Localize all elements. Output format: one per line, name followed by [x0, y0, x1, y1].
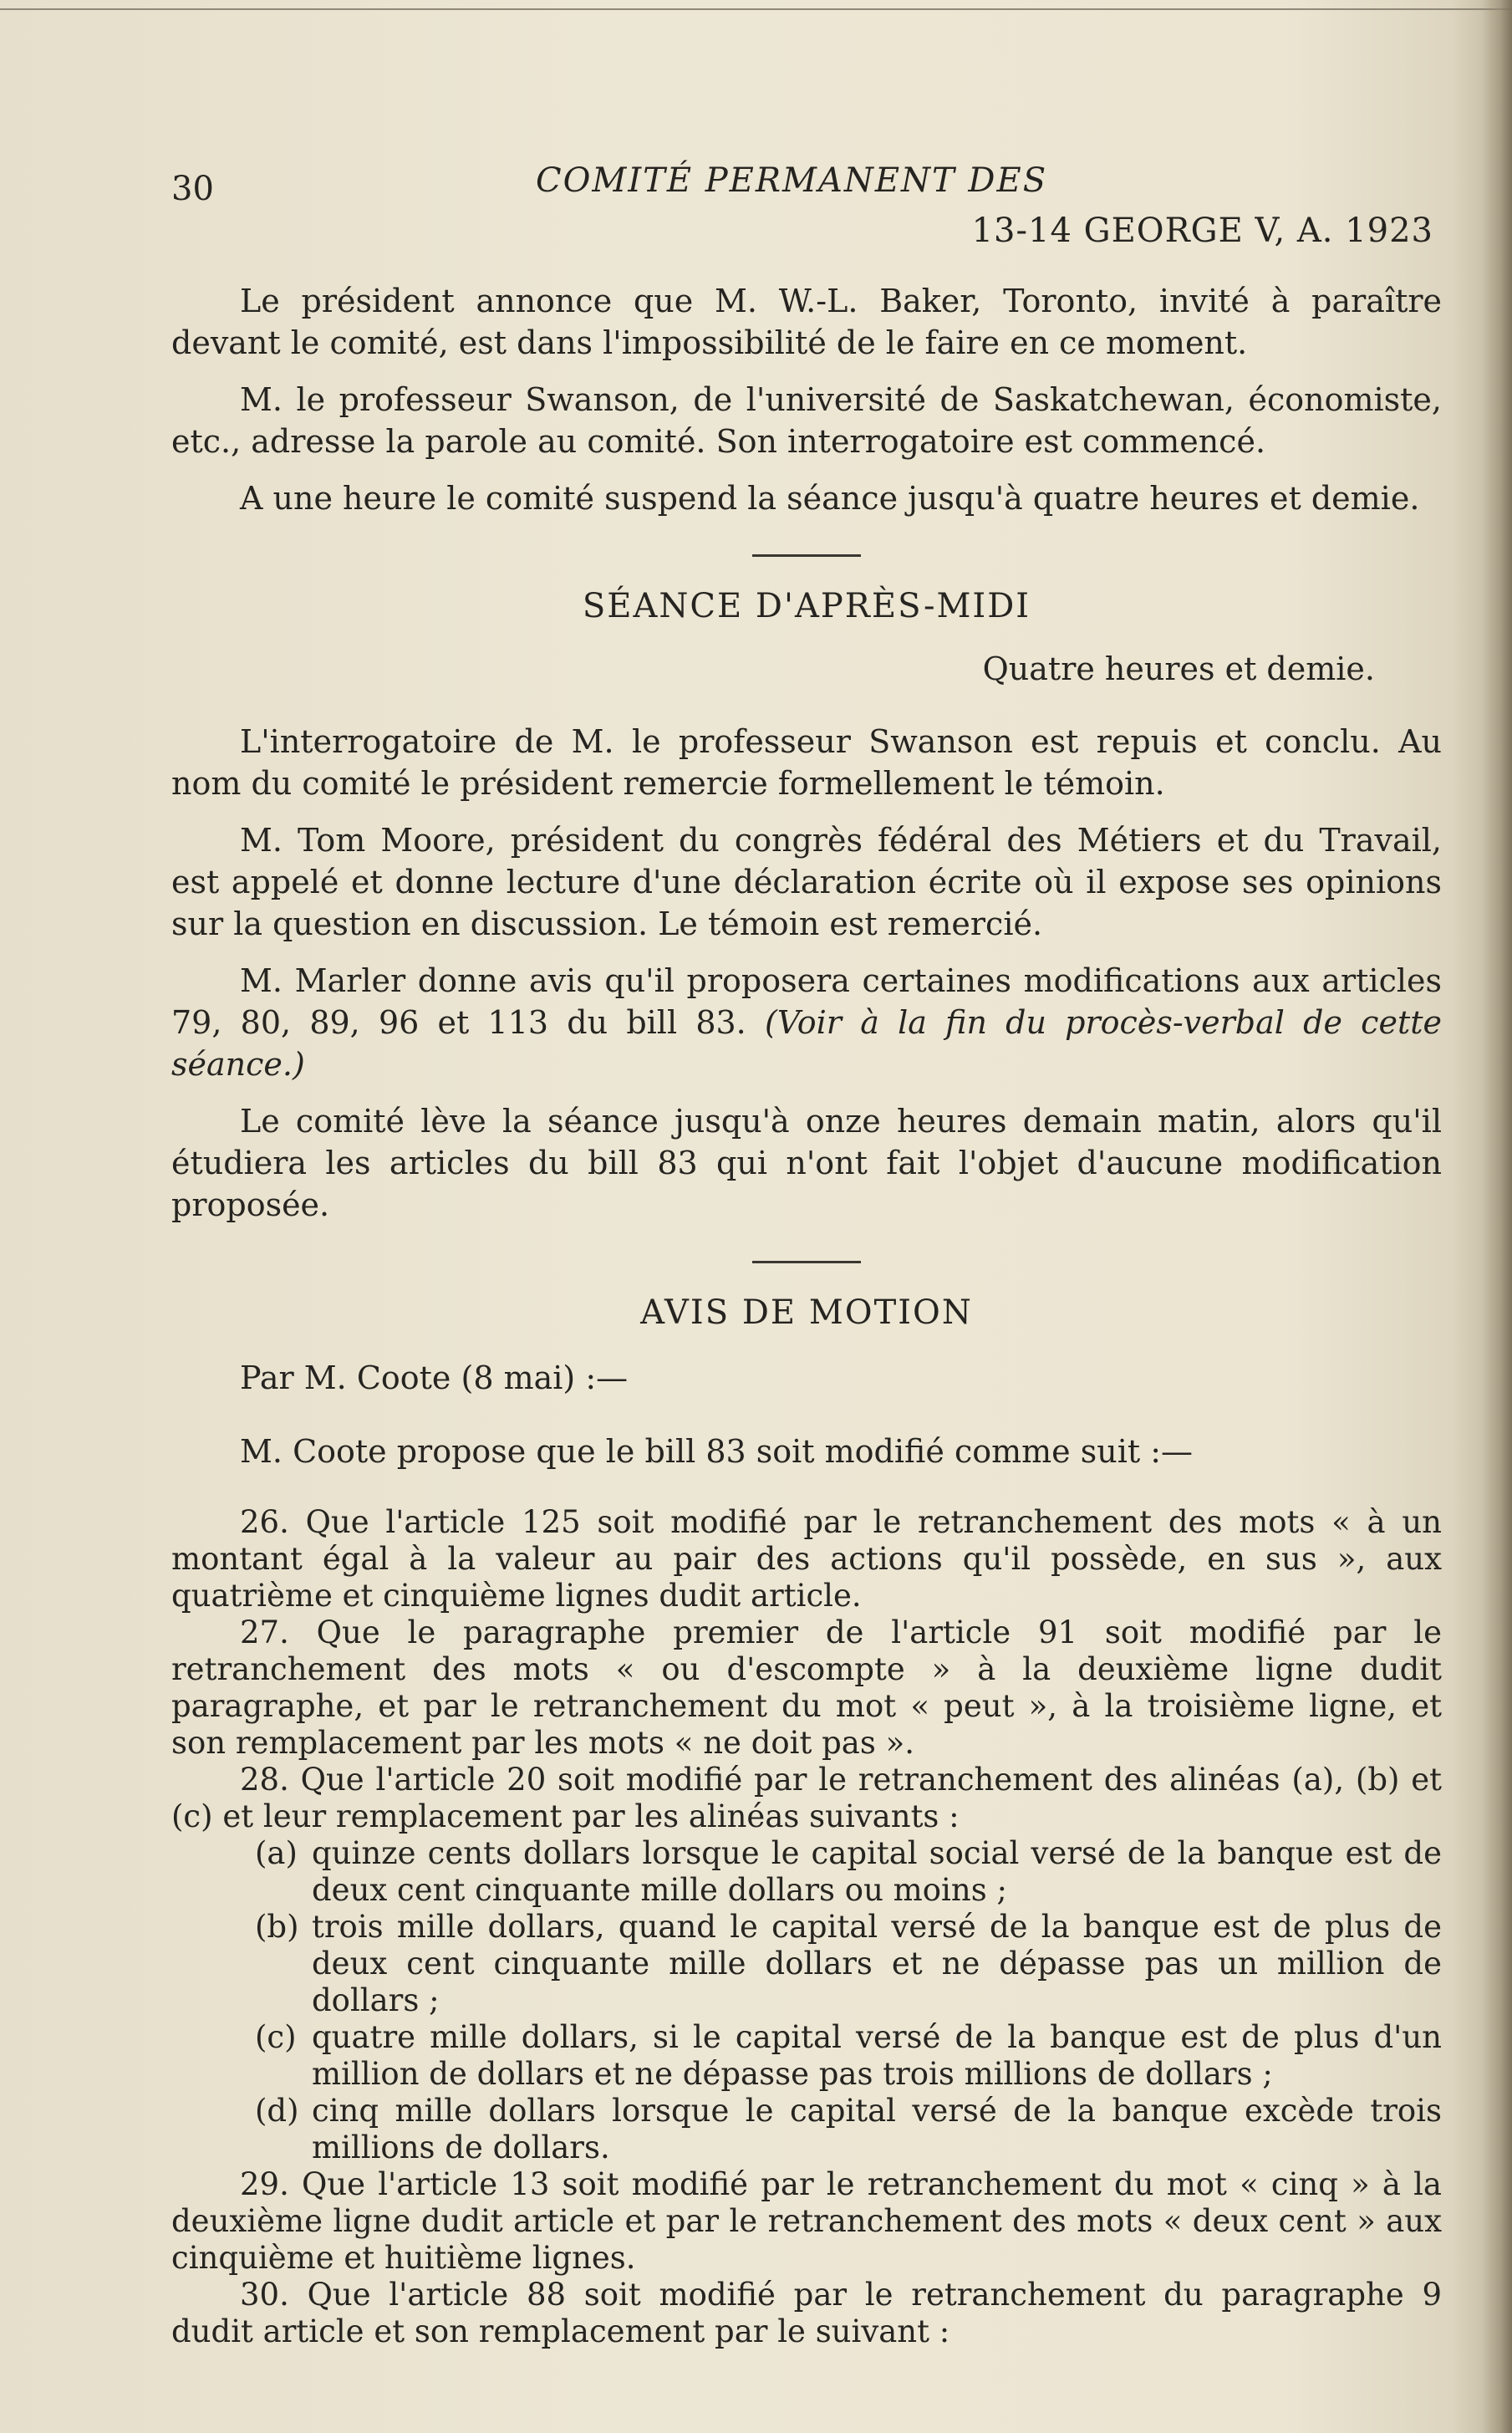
sub-item-text: cinq mille dollars lorsque le capital versé de la banque excède trois millions de dollars.: [312, 2093, 1442, 2165]
swanson-paragraph: M. le professeur Swanson, de l'université de Saskatchewan, économiste, etc., adresse la parole au comité. Son interrogatoire est commencé.: [171, 381, 1442, 460]
page-header: [171, 155, 1442, 280]
page-number: 30: [171, 170, 214, 208]
sub-item-mark: (c): [255, 2019, 297, 2055]
sub-item-d: [171, 2093, 1442, 2166]
swanson-concluded-paragraph: L'interrogatoire de M. le professeur Swanson est repuis et conclu. Au nom du comité le président remercie formellement le témoin.: [171, 723, 1442, 802]
baker-paragraph: Le président annonce que M. W.-L. Baker, Toronto, invité à paraître devant le comité, est dans l'impossibilité de le faire en ce moment.: [171, 283, 1442, 361]
notice-intro: M. Coote propose que le bill 83 soit modifié comme suit :—: [240, 1433, 1194, 1470]
session-reference: 13-14 GEORGE V, A. 1923: [971, 212, 1433, 250]
notice-heading: AVIS DE MOTION: [640, 1293, 973, 1332]
afternoon-time: Quatre heures et demie.: [982, 650, 1375, 687]
sub-item-c: [171, 2019, 1442, 2093]
marler-paragraph: [171, 960, 1442, 1085]
sub-item-mark: (b): [255, 1909, 299, 1945]
motion-item-28: 28. Que l'article 20 soit modifié par le retranchement des alinéas (a), (b) et (c) et leur remplacement par les alinéas suivants :: [171, 1762, 1442, 1834]
running-title: COMITÉ PERMANENT DES: [536, 161, 1048, 200]
top-border-line: [0, 8, 1512, 10]
motion-item-30: 30. Que l'article 88 soit modifié par le retranchement du paragraphe 9 dudit article et son remplacement par le suivant :: [171, 2277, 1442, 2349]
page-edge-shadow: [1482, 0, 1512, 2433]
sub-item-mark: (a): [255, 1835, 298, 1871]
sub-item-mark: (d): [255, 2093, 299, 2129]
sub-item-text: trois mille dollars, quand le capital versé de la banque est de plus de deux cent cinquante mille dollars et ne dépasse pas un million de dollars ;: [312, 1909, 1442, 2018]
motion-item-29: 29. Que l'article 13 soit modifié par le retranchement du mot « cinq » à la deuxième ligne dudit article et par le retranchement des mots « deux cent » aux cinquième et huitième lignes.: [171, 2166, 1442, 2276]
section-divider: [752, 554, 861, 557]
motion-item-27: 27. Que le paragraphe premier de l'article 91 soit modifié par le retranchement des mots « ou d'escompte » à la deuxième ligne dudit paragraphe, et par le retranchement du mot « peut », à la troisième ligne, et son remplacement par les mots « ne doit pas ».: [171, 1614, 1442, 1761]
moore-paragraph: M. Tom Moore, président du congrès fédéral des Métiers et du Travail, est appelé et donne lecture d'une déclaration écrite où il expose ses opinions sur la question en discussion. Le témoin est remercié.: [171, 822, 1442, 942]
motion-item-26: 26. Que l'article 125 soit modifié par le retranchement des mots « à un montant égal à la valeur au pair des actions qu'il possède, en sus », aux quatrième et cinquième lignes dudit article.: [171, 1504, 1442, 1614]
notice-by-line: Par M. Coote (8 mai) :—: [240, 1359, 629, 1396]
sub-item-text: quatre mille dollars, si le capital versé de la banque est de plus d'un million de dollars et ne dépasse pas trois millions de dollars ;: [312, 2019, 1442, 2092]
adjournment-paragraph: A une heure le comité suspend la séance jusqu'à quatre heures et demie.: [240, 480, 1420, 517]
marler-text: M. Marler donne avis qu'il proposera certaines modifications aux articles 79, 80, 89, 96 et 113 du bill 83.: [171, 962, 1442, 1041]
sub-item-a: [171, 1835, 1442, 1909]
afternoon-heading: SÉANCE D'APRÈS-MIDI: [582, 587, 1031, 625]
section-divider: [752, 1261, 861, 1263]
closing-paragraph: Le comité lève la séance jusqu'à onze heures demain matin, alors qu'il étudiera les articles du bill 83 qui n'ont fait l'objet d'aucune modification proposée.: [171, 1103, 1442, 1223]
marler-note: (Voir à la fin du procès-verbal de cette séance.): [171, 1004, 1442, 1083]
sub-item-text: quinze cents dollars lorsque le capital social versé de la banque est de deux cent cinquante mille dollars ou moins ;: [312, 1835, 1442, 1908]
page-content: [171, 155, 1442, 2350]
sub-item-b: [171, 1909, 1442, 2019]
